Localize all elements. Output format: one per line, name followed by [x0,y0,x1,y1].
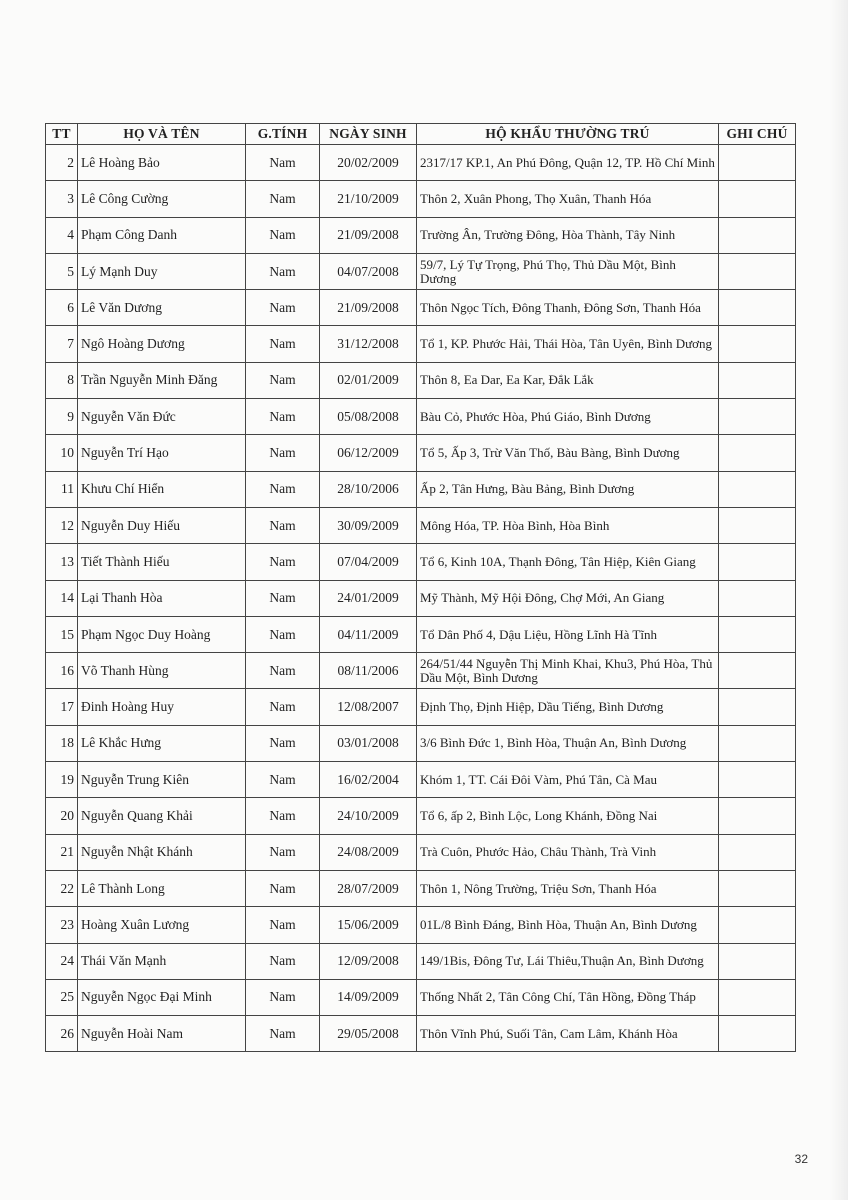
date-of-birth-cell: 29/05/2008 [320,1016,417,1052]
permanent-address-cell: Tổ Dân Phố 4, Dậu Liệu, Hồng Lĩnh Hà Tĩnh [417,616,719,652]
table-row [46,181,796,217]
gender-cell: Nam [246,762,320,798]
student-name-cell: Tiết Thành Hiếu [78,544,246,580]
date-of-birth-cell: 24/10/2009 [320,798,417,834]
student-name-cell: Hoàng Xuân Lương [78,907,246,943]
permanent-address-cell: Trường Ân, Trường Đông, Hòa Thành, Tây Ninh [417,217,719,253]
row-number-cell: 2 [46,145,78,181]
permanent-address-cell: 01L/8 Bình Đáng, Bình Hòa, Thuận An, Bình Dương [417,907,719,943]
student-name-cell: Nguyễn Văn Đức [78,399,246,435]
row-number-cell: 26 [46,1016,78,1052]
row-number-cell: 12 [46,507,78,543]
note-cell [719,907,796,943]
gender-cell: Nam [246,290,320,326]
date-of-birth-cell: 08/11/2006 [320,653,417,689]
student-name-cell: Nguyễn Trung Kiên [78,762,246,798]
table-row [46,798,796,834]
table-row [46,653,796,689]
student-name-cell: Nguyễn Duy Hiếu [78,507,246,543]
date-of-birth-cell: 30/09/2009 [320,507,417,543]
table-row [46,435,796,471]
note-cell [719,834,796,870]
permanent-address-cell: Trà Cuôn, Phước Hảo, Châu Thành, Trà Vinh [417,834,719,870]
row-number-cell: 5 [46,253,78,289]
permanent-address-cell: Bàu Cỏ, Phước Hòa, Phú Giáo, Bình Dương [417,399,719,435]
student-name-cell: Nguyễn Nhật Khánh [78,834,246,870]
row-number-cell: 13 [46,544,78,580]
permanent-address-cell: Thôn Vĩnh Phú, Suối Tân, Cam Lâm, Khánh Hòa [417,1016,719,1052]
date-of-birth-cell: 28/10/2006 [320,471,417,507]
row-number-cell: 11 [46,471,78,507]
row-number-cell: 9 [46,399,78,435]
permanent-address-cell: Ấp 2, Tân Hưng, Bàu Bảng, Bình Dương [417,471,719,507]
date-of-birth-cell: 07/04/2009 [320,544,417,580]
row-number-cell: 25 [46,979,78,1015]
permanent-address-cell: Thôn Ngọc Tích, Đông Thanh, Đông Sơn, Thanh Hóa [417,290,719,326]
row-number-cell: 10 [46,435,78,471]
gender-cell: Nam [246,907,320,943]
student-name-cell: Lý Mạnh Duy [78,253,246,289]
student-name-cell: Lê Văn Dương [78,290,246,326]
gender-cell: Nam [246,943,320,979]
permanent-address-cell: Định Thọ, Định Hiệp, Dầu Tiếng, Bình Dương [417,689,719,725]
gender-cell: Nam [246,326,320,362]
gender-cell: Nam [246,435,320,471]
gender-cell: Nam [246,653,320,689]
date-of-birth-cell: 03/01/2008 [320,725,417,761]
note-cell [719,798,796,834]
gender-cell: Nam [246,181,320,217]
table-row [46,290,796,326]
gender-cell: Nam [246,217,320,253]
gender-cell: Nam [246,580,320,616]
date-of-birth-cell: 21/10/2009 [320,181,417,217]
date-of-birth-cell: 31/12/2008 [320,326,417,362]
gender-cell: Nam [246,399,320,435]
note-cell [719,762,796,798]
note-cell [719,507,796,543]
gender-cell: Nam [246,507,320,543]
date-of-birth-cell: 16/02/2004 [320,762,417,798]
header-row [46,124,796,145]
note-cell [719,471,796,507]
note-cell [719,580,796,616]
student-name-cell: Nguyễn Trí Hạo [78,435,246,471]
note-cell [719,217,796,253]
row-number-cell: 16 [46,653,78,689]
table-row [46,507,796,543]
student-name-cell: Phạm Ngọc Duy Hoàng [78,616,246,652]
note-cell [719,725,796,761]
permanent-address-cell: 3/6 Bình Đức 1, Bình Hòa, Thuận An, Bình Dương [417,725,719,761]
student-name-cell: Nguyễn Quang Khải [78,798,246,834]
gender-cell: Nam [246,870,320,906]
student-name-cell: Thái Văn Mạnh [78,943,246,979]
gender-cell: Nam [246,544,320,580]
row-number-cell: 8 [46,362,78,398]
student-name-cell: Lê Thành Long [78,870,246,906]
table-row [46,979,796,1015]
table-row [46,762,796,798]
table-body [46,145,796,1052]
note-cell [719,362,796,398]
gender-cell: Nam [246,689,320,725]
row-number-cell: 17 [46,689,78,725]
note-cell [719,979,796,1015]
date-of-birth-cell: 04/07/2008 [320,253,417,289]
table-row [46,362,796,398]
note-cell [719,145,796,181]
date-of-birth-cell: 24/01/2009 [320,580,417,616]
row-number-cell: 14 [46,580,78,616]
permanent-address-cell: Tổ 5, Ấp 3, Trừ Văn Thố, Bàu Bàng, Bình Dương [417,435,719,471]
student-name-cell: Võ Thanh Hùng [78,653,246,689]
note-cell [719,616,796,652]
header-tt: TT [46,124,78,145]
note-cell [719,689,796,725]
header-gender: G.TÍNH [246,124,320,145]
note-cell [719,253,796,289]
note-cell [719,181,796,217]
note-cell [719,870,796,906]
header-note: GHI CHÚ [719,124,796,145]
permanent-address-cell: Tổ 6, ấp 2, Bình Lộc, Long Khánh, Đồng Nai [417,798,719,834]
date-of-birth-cell: 15/06/2009 [320,907,417,943]
table-row [46,725,796,761]
gender-cell: Nam [246,979,320,1015]
permanent-address-cell: Thống Nhất 2, Tân Công Chí, Tân Hồng, Đồng Tháp [417,979,719,1015]
student-name-cell: Nguyễn Hoài Nam [78,1016,246,1052]
gender-cell: Nam [246,145,320,181]
date-of-birth-cell: 04/11/2009 [320,616,417,652]
table-header [46,124,796,145]
table-row [46,253,796,289]
header-dob: NGÀY SINH [320,124,417,145]
table-row [46,907,796,943]
student-name-cell: Ngô Hoàng Dương [78,326,246,362]
row-number-cell: 18 [46,725,78,761]
note-cell [719,544,796,580]
student-name-cell: Phạm Công Danh [78,217,246,253]
note-cell [719,435,796,471]
row-number-cell: 23 [46,907,78,943]
header-name: HỌ VÀ TÊN [78,124,246,145]
table-row [46,145,796,181]
note-cell [719,1016,796,1052]
table-row [46,689,796,725]
row-number-cell: 6 [46,290,78,326]
gender-cell: Nam [246,834,320,870]
page-edge-shadow [830,0,848,1200]
date-of-birth-cell: 21/09/2008 [320,290,417,326]
table-row [46,326,796,362]
student-name-cell: Khưu Chí Hiển [78,471,246,507]
row-number-cell: 22 [46,870,78,906]
permanent-address-cell: Mỹ Thành, Mỹ Hội Đông, Chợ Mới, An Giang [417,580,719,616]
permanent-address-cell: Thôn 8, Ea Dar, Ea Kar, Đắk Lắk [417,362,719,398]
gender-cell: Nam [246,798,320,834]
gender-cell: Nam [246,362,320,398]
permanent-address-cell: 2317/17 KP.1, An Phú Đông, Quận 12, TP. Hồ Chí Minh [417,145,719,181]
date-of-birth-cell: 14/09/2009 [320,979,417,1015]
permanent-address-cell: Thôn 1, Nông Trường, Triệu Sơn, Thanh Hóa [417,870,719,906]
gender-cell: Nam [246,253,320,289]
table-row [46,580,796,616]
permanent-address-cell: 264/51/44 Nguyễn Thị Minh Khai, Khu3, Phú Hòa, Thủ Dầu Một, Bình Dương [417,653,719,689]
table-row [46,1016,796,1052]
table-row [46,217,796,253]
row-number-cell: 4 [46,217,78,253]
student-name-cell: Lại Thanh Hòa [78,580,246,616]
permanent-address-cell: Khóm 1, TT. Cái Đôi Vàm, Phú Tân, Cà Mau [417,762,719,798]
date-of-birth-cell: 12/09/2008 [320,943,417,979]
table-row [46,834,796,870]
note-cell [719,399,796,435]
table-row [46,943,796,979]
table-row [46,544,796,580]
student-name-cell: Lê Công Cường [78,181,246,217]
row-number-cell: 24 [46,943,78,979]
table-row [46,471,796,507]
row-number-cell: 7 [46,326,78,362]
gender-cell: Nam [246,1016,320,1052]
student-name-cell: Trần Nguyễn Minh Đăng [78,362,246,398]
table-row [46,399,796,435]
date-of-birth-cell: 24/08/2009 [320,834,417,870]
row-number-cell: 3 [46,181,78,217]
row-number-cell: 15 [46,616,78,652]
page-number: 32 [794,1152,808,1166]
header-address: HỘ KHẨU THƯỜNG TRÚ [417,124,719,145]
note-cell [719,326,796,362]
date-of-birth-cell: 21/09/2008 [320,217,417,253]
row-number-cell: 20 [46,798,78,834]
date-of-birth-cell: 28/07/2009 [320,870,417,906]
note-cell [719,943,796,979]
permanent-address-cell: 149/1Bis, Đông Tư, Lái Thiêu,Thuận An, Bình Dương [417,943,719,979]
student-name-cell: Nguyễn Ngọc Đại Minh [78,979,246,1015]
student-name-cell: Lê Hoàng Bảo [78,145,246,181]
permanent-address-cell: Tổ 6, Kinh 10A, Thạnh Đông, Tân Hiệp, Kiên Giang [417,544,719,580]
student-name-cell: Lê Khắc Hưng [78,725,246,761]
note-cell [719,653,796,689]
permanent-address-cell: Mông Hóa, TP. Hòa Bình, Hòa Bình [417,507,719,543]
gender-cell: Nam [246,471,320,507]
gender-cell: Nam [246,616,320,652]
date-of-birth-cell: 05/08/2008 [320,399,417,435]
permanent-address-cell: Thôn 2, Xuân Phong, Thọ Xuân, Thanh Hóa [417,181,719,217]
student-name-cell: Đinh Hoàng Huy [78,689,246,725]
permanent-address-cell: Tổ 1, KP. Phước Hải, Thái Hòa, Tân Uyên, Bình Dương [417,326,719,362]
table-row [46,616,796,652]
date-of-birth-cell: 12/08/2007 [320,689,417,725]
permanent-address-cell: 59/7, Lý Tự Trọng, Phú Thọ, Thủ Dầu Một, Bình Dương [417,253,719,289]
gender-cell: Nam [246,725,320,761]
row-number-cell: 21 [46,834,78,870]
note-cell [719,290,796,326]
date-of-birth-cell: 20/02/2009 [320,145,417,181]
row-number-cell: 19 [46,762,78,798]
table-row [46,870,796,906]
date-of-birth-cell: 02/01/2009 [320,362,417,398]
date-of-birth-cell: 06/12/2009 [320,435,417,471]
student-roster-table [45,123,796,1052]
